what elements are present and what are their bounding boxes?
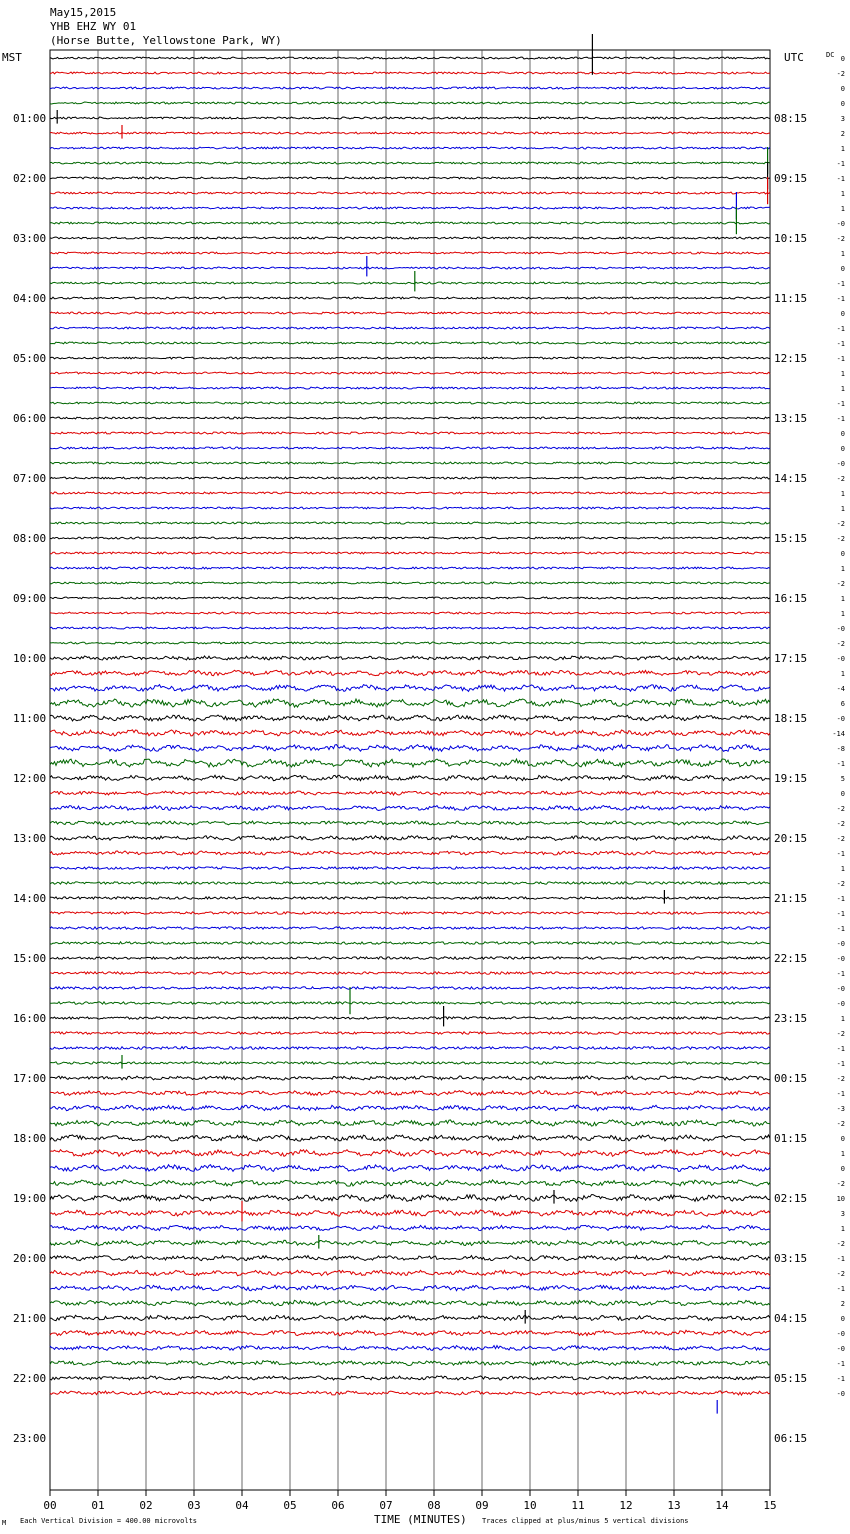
dc-offset-label: 6 [840,700,845,708]
trace-row-87 [50,1346,770,1351]
trace-row-17 [50,297,770,299]
right-hour-label: 15:15 [774,532,808,545]
x-tick-label: 15 [763,1499,777,1512]
left-hour-label: 02:00 [13,172,47,185]
dc-offset-label: 0 [840,100,845,108]
trace-row-78 [50,1210,770,1216]
trace-row-46 [50,730,770,736]
left-hour-label: 19:00 [13,1192,47,1205]
trace-row-72 [50,1120,770,1126]
trace-row-44 [50,699,770,707]
trace-row-16 [50,282,770,284]
dc-offset-label: 1 [840,370,845,378]
trace-row-42 [50,670,770,675]
right-hour-label: 13:15 [774,412,808,425]
trace-row-79 [50,1225,770,1230]
trace-row-19 [50,327,770,329]
dc-offset-label: -0 [836,715,845,723]
trace-row-77 [50,1195,770,1202]
dc-offset-label: -2 [836,520,845,528]
dc-offset-label: -1 [836,1360,845,1368]
trace-row-68 [50,1062,770,1064]
dc-offset-label: -2 [836,1270,845,1278]
trace-row-65 [50,1017,770,1019]
left-hour-label: 08:00 [13,532,47,545]
trace-row-49 [50,775,770,781]
right-hour-label: 17:15 [774,652,808,665]
dc-offset-label: -1 [836,1090,845,1098]
left-hour-label: 22:00 [13,1372,47,1385]
dc-offset-label: -8 [836,745,845,753]
dc-offset-label: 1 [840,145,845,153]
dc-offset-label: -2 [836,1030,845,1038]
header-date: May15,2015 [50,6,117,19]
dc-offset-label: -1 [836,1255,845,1263]
x-tick-label: 07 [379,1499,393,1512]
trace-row-4 [50,102,770,104]
dc-offset-label: -2 [836,535,845,543]
trace-row-22 [50,372,770,374]
trace-row-35 [50,567,770,569]
left-zone-label: MST [2,51,22,64]
trace-row-50 [50,791,770,795]
trace-row-71 [50,1105,770,1110]
trace-row-23 [50,387,770,389]
trace-row-84 [50,1300,770,1305]
trace-row-36 [50,582,770,584]
trace-row-56 [50,882,770,884]
dc-offset-label: -1 [836,895,845,903]
trace-row-28 [50,462,770,464]
trace-row-75 [50,1165,770,1172]
x-tick-label: 09 [475,1499,489,1512]
left-hour-label: 01:00 [13,112,47,125]
plot-frame [50,50,770,1490]
trace-row-33 [50,537,770,539]
dc-offset-label: -14 [832,730,845,738]
trace-row-13 [50,237,770,239]
dc-offset-label: 3 [840,1210,845,1218]
x-tick-label: 11 [571,1499,585,1512]
trace-row-55 [50,867,770,869]
dc-offset-label: -2 [836,235,845,243]
dc-offset-label: -1 [836,355,845,363]
dc-offset-label: -1 [836,760,845,768]
dc-offset-label: 1 [840,1015,845,1023]
left-hour-label: 04:00 [13,292,47,305]
dc-offset-label: 0 [840,790,845,798]
dc-offset-label: -3 [836,1105,845,1113]
dc-offset-label: -1 [836,1375,845,1383]
right-hour-label: 19:15 [774,772,808,785]
trace-row-80 [50,1240,770,1245]
trace-row-32 [50,522,770,524]
trace-row-25 [50,417,770,419]
trace-row-81 [50,1255,770,1260]
trace-row-37 [50,597,770,599]
trace-row-29 [50,477,770,479]
trace-row-62 [50,972,770,974]
trace-row-52 [50,821,770,825]
right-hour-label: 21:15 [774,892,808,905]
dc-offset-label: -0 [836,985,845,993]
dc-offset-label: -0 [836,955,845,963]
right-zone-label: UTC [784,51,804,64]
left-hour-label: 05:00 [13,352,47,365]
trace-row-57 [50,897,770,899]
trace-row-82 [50,1270,770,1276]
dc-offset-label: 0 [840,310,845,318]
x-tick-label: 08 [427,1499,441,1512]
trace-row-11 [50,207,770,209]
x-axis-ticks [43,1490,776,1512]
trace-row-60 [50,942,770,944]
dc-offset-label: -1 [836,160,845,168]
trace-row-85 [50,1315,770,1320]
dc-offset-label: 3 [840,115,845,123]
dc-offset-label: -1 [836,400,845,408]
trace-row-7 [50,147,770,149]
dc-offset-label: -2 [836,580,845,588]
dc-offset-label: -1 [836,910,845,918]
dc-offset-label: 2 [840,1300,845,1308]
trace-row-1 [50,57,770,59]
trace-row-59 [50,927,770,929]
dc-offset-label: -1 [836,325,845,333]
trace-row-70 [50,1091,770,1096]
x-tick-label: 03 [187,1499,201,1512]
right-hour-label: 05:15 [774,1372,808,1385]
dc-offset-label: -0 [836,460,845,468]
trace-row-14 [50,252,770,254]
dc-offset-label: -1 [836,1045,845,1053]
right-hour-label: 14:15 [774,472,808,485]
dc-offset-label: -2 [836,70,845,78]
dc-offset-label: 1 [840,865,845,873]
dc-offset-label: -1 [836,415,845,423]
right-hour-label: 10:15 [774,232,808,245]
trace-row-39 [50,627,770,629]
trace-row-20 [50,342,770,344]
trace-group [50,34,770,1414]
right-hour-label: 00:15 [774,1072,808,1085]
right-hour-label: 09:15 [774,172,808,185]
dc-offset-label: 1 [840,565,845,573]
trace-row-9 [50,177,770,179]
right-hour-label: 11:15 [774,292,808,305]
trace-row-38 [50,612,770,614]
x-tick-label: 02 [139,1499,153,1512]
trace-row-31 [50,507,770,509]
trace-row-47 [50,745,770,752]
right-hour-label: 20:15 [774,832,808,845]
left-hour-label: 03:00 [13,232,47,245]
dc-offset-label: -1 [836,850,845,858]
right-hour-label: 18:15 [774,712,808,725]
left-hour-label: 21:00 [13,1312,47,1325]
trace-row-43 [50,685,770,692]
left-hour-label: 10:00 [13,652,47,665]
dc-offset-label: 1 [840,1225,845,1233]
trace-row-63 [50,987,770,989]
dc-offset-label: 2 [840,130,845,138]
dc-offset-label: -2 [836,1075,845,1083]
right-hour-label: 02:15 [774,1192,808,1205]
trace-row-88 [50,1361,770,1366]
left-hour-label: 18:00 [13,1132,47,1145]
dc-offset-label: -0 [836,940,845,948]
x-tick-label: 12 [619,1499,633,1512]
x-tick-label: 04 [235,1499,249,1512]
trace-row-41 [50,656,770,660]
trace-row-26 [50,432,770,434]
dc-offset-label: 0 [840,85,845,93]
right-hour-label: 08:15 [774,112,808,125]
trace-row-8 [50,162,770,164]
dc-offset-label: 0 [840,1135,845,1143]
trace-row-2 [50,72,770,74]
trace-row-54 [50,851,770,855]
dc-offset-label: 1 [840,190,845,198]
dc-offset-label: 0 [840,55,845,63]
dc-offset-label: -2 [836,820,845,828]
dc-offset-label: 0 [840,1315,845,1323]
trace-row-34 [50,552,770,554]
dc-offset-label: -0 [836,655,845,663]
left-hour-label: 15:00 [13,952,47,965]
clip-note: Traces clipped at plus/minus 5 vertical divisions [482,1517,689,1525]
dc-offset-label: 10 [836,1195,845,1203]
right-hour-labels [774,112,807,1445]
trace-row-5 [50,117,770,119]
dc-offset-label: -1 [836,295,845,303]
trace-row-27 [50,447,770,449]
left-hour-label: 20:00 [13,1252,47,1265]
dc-offset-label: -2 [836,1120,845,1128]
trace-row-40 [50,642,770,644]
right-hour-label: 16:15 [774,592,808,605]
trace-row-64 [50,1002,770,1004]
trace-row-83 [50,1285,770,1290]
right-hour-label: 22:15 [774,952,808,965]
trace-row-69 [50,1076,770,1080]
trace-row-21 [50,357,770,359]
x-tick-label: 06 [331,1499,345,1512]
x-tick-label: 10 [523,1499,537,1512]
right-hour-label: 01:15 [774,1132,808,1145]
dc-offset-label: 0 [840,1165,845,1173]
trace-row-58 [50,912,770,914]
dc-offset-label: -2 [836,880,845,888]
left-hour-label: 11:00 [13,712,47,725]
dc-offset-label: -1 [836,175,845,183]
dc-offset-label: -1 [836,1060,845,1068]
dc-offset-label: 5 [840,775,845,783]
trace-row-30 [50,492,770,494]
trace-row-6 [50,132,770,134]
trace-row-73 [50,1135,770,1141]
trace-row-89 [50,1376,770,1380]
trace-row-3 [50,87,770,89]
trace-row-74 [50,1150,770,1157]
x-tick-label: 13 [667,1499,681,1512]
dc-offset-labels [832,55,845,1398]
left-hour-label: 06:00 [13,412,47,425]
left-hour-label: 09:00 [13,592,47,605]
dc-offset-label: 1 [840,1150,845,1158]
trace-row-45 [50,715,770,721]
right-hour-label: 03:15 [774,1252,808,1265]
dc-offset-label: -1 [836,925,845,933]
dc-offset-label: -0 [836,1390,845,1398]
dc-offset-label: 1 [840,205,845,213]
dc-offset-label: 1 [840,250,845,258]
dc-offset-label: -1 [836,340,845,348]
dc-offset-label: 1 [840,595,845,603]
trace-row-24 [50,402,770,404]
trace-row-12 [50,222,770,224]
corner-mark: M [2,1519,7,1527]
dc-offset-label: 1 [840,385,845,393]
dc-offset-label: -1 [836,1285,845,1293]
dc-offset-label: -2 [836,475,845,483]
dc-offset-label: 1 [840,670,845,678]
trace-row-61 [50,957,770,959]
left-hour-label: 12:00 [13,772,47,785]
scale-note: Each Vertical Division = 400.00 microvolts [20,1517,198,1525]
dc-offset-label: -2 [836,640,845,648]
dc-offset-label: 0 [840,430,845,438]
x-tick-label: 05 [283,1499,297,1512]
dc-offset-label: -1 [836,280,845,288]
trace-row-10 [50,192,770,194]
dc-offset-label: -2 [836,805,845,813]
trace-row-90 [50,1391,770,1395]
dc-offset-label: -0 [836,1330,845,1338]
trace-row-15 [50,267,770,269]
dc-offset-label: -4 [836,685,845,693]
trace-row-86 [50,1330,770,1335]
dc-offset-label: -0 [836,1345,845,1353]
trace-row-66 [50,1032,770,1034]
left-hour-label: 14:00 [13,892,47,905]
left-hour-label: 07:00 [13,472,47,485]
dc-offset-label: -0 [836,625,845,633]
left-hour-labels [13,112,46,1445]
left-hour-label: 23:00 [13,1432,47,1445]
dc-offset-label: 1 [840,610,845,618]
dc-offset-label: -0 [836,1000,845,1008]
dc-offset-label: 1 [840,505,845,513]
right-hour-label: 23:15 [774,1012,808,1025]
trace-row-51 [50,806,770,811]
left-hour-label: 16:00 [13,1012,47,1025]
x-tick-label: 14 [715,1499,729,1512]
trace-row-76 [50,1180,770,1186]
trace-row-53 [50,836,770,841]
trace-row-18 [50,312,770,314]
header-location: (Horse Butte, Yellowstone Park, WY) [50,34,282,47]
trace-row-67 [50,1047,770,1050]
dc-offset-label: 0 [840,550,845,558]
header-station: YHB EHZ WY 01 [50,20,137,33]
left-hour-label: 17:00 [13,1072,47,1085]
x-axis-title: TIME (MINUTES) [374,1513,467,1526]
dc-offset-label: 1 [840,490,845,498]
x-tick-label: 00 [43,1499,57,1512]
trace-row-48 [50,759,770,767]
dc-offset-label: -2 [836,835,845,843]
dc-offset-label: -2 [836,1180,845,1188]
dc-offset-label: -2 [836,1240,845,1248]
dc-offset-label: -0 [836,220,845,228]
dc-header-label: DC [826,51,835,59]
right-hour-label: 06:15 [774,1432,808,1445]
dc-offset-label: 0 [840,445,845,453]
right-hour-label: 12:15 [774,352,808,365]
dc-offset-label: -1 [836,970,845,978]
dc-offset-label: 0 [840,265,845,273]
x-tick-label: 01 [91,1499,105,1512]
right-hour-label: 04:15 [774,1312,808,1325]
left-hour-label: 13:00 [13,832,47,845]
